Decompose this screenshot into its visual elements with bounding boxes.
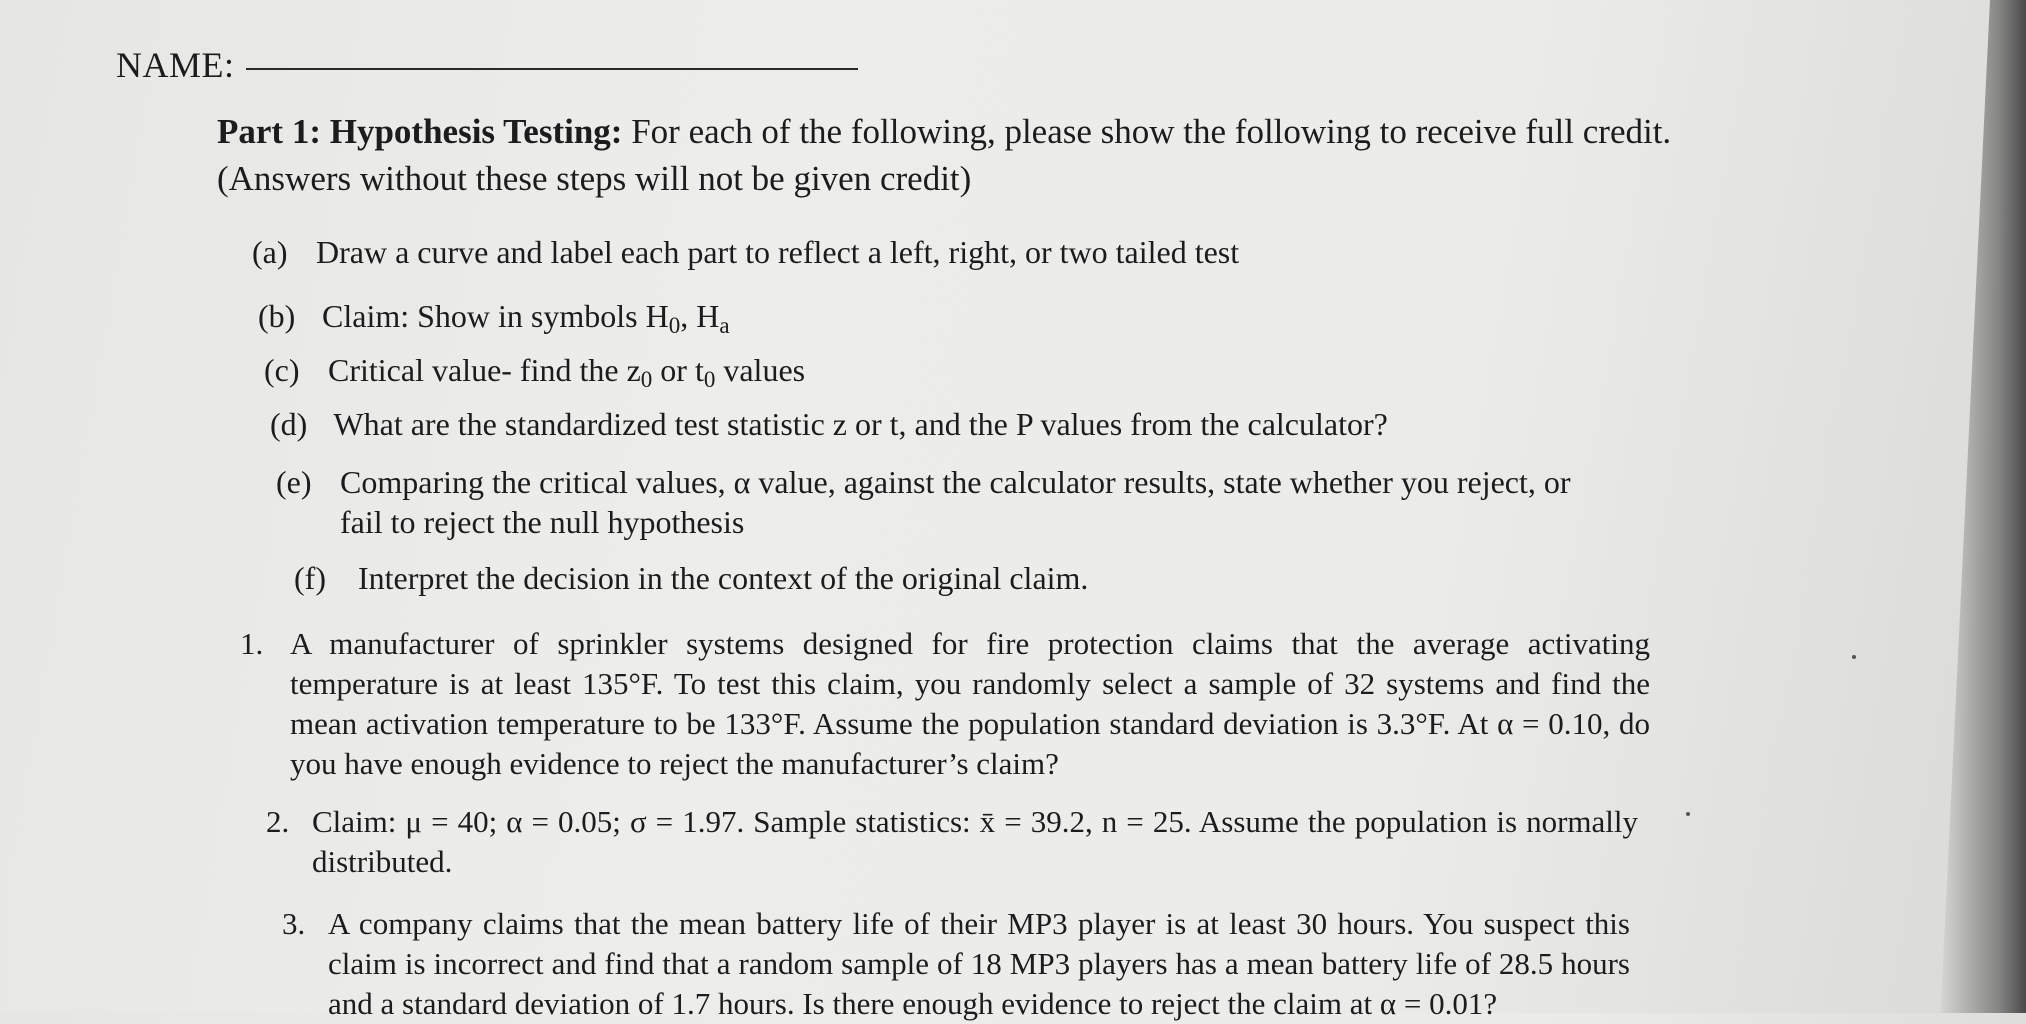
problem-text: A manufacturer of sprinkler systems designed for fire protection claims that the average activating temperature is at least 135°F. To test this claim, you randomly select a sample of 32 systems and find the mean activation temperature to be 133°F. Assume the population standard deviation is 3.3°F. At α = 0.10, do you have enough evidence to reject the manufacturer’s claim? xyxy=(290,626,1650,781)
problem-text: A company claims that the mean battery life of their MP3 player is at least 30 hours. You suspect this claim is incorrect and find that a random sample of 18 MP3 players has a mean battery life of 28.5 hours and a standard deviation of 1.7 hours. Is there enough evidence to reject the claim at α = 0.01? xyxy=(328,906,1630,1021)
step-text: fail to reject the null hypothesis xyxy=(340,504,745,540)
step-c xyxy=(264,350,805,399)
problem-number: 1. xyxy=(240,626,264,661)
step-text: Comparing the critical values, α value, against the calculator results, state whether you reject, or xyxy=(340,464,1571,500)
name-blank-line xyxy=(246,68,858,70)
part-instructions xyxy=(217,108,1717,202)
step-text: Draw a curve and label each part to reflect a left, right, or two tailed test xyxy=(316,234,1240,270)
problem-1 xyxy=(240,624,1650,784)
step-text: values xyxy=(715,352,806,388)
step-f xyxy=(294,558,1088,598)
paper-speck xyxy=(1686,812,1690,816)
step-label: (f) xyxy=(294,560,326,596)
step-e xyxy=(276,462,1571,542)
problem-text: Claim: μ = 40; α = 0.05; σ = 1.97. Sample statistics: x̄ = 39.2, n = 25. Assume the population is normally distributed. xyxy=(312,804,1638,879)
paper-speck xyxy=(1852,655,1856,659)
subscript: 0 xyxy=(640,365,653,392)
step-text: or t xyxy=(652,352,704,388)
problem-number: 2. xyxy=(266,804,290,839)
part-title: Part 1: Hypothesis Testing: xyxy=(217,112,623,151)
problem-number: 3. xyxy=(282,906,306,941)
step-text: Interpret the decision in the context of the original claim. xyxy=(358,560,1089,596)
step-text: , H xyxy=(680,298,720,334)
step-text: Claim: Show in symbols H xyxy=(322,298,669,334)
name-label: NAME: xyxy=(116,45,235,85)
subscript: 0 xyxy=(703,365,716,392)
step-d xyxy=(270,404,1388,444)
step-b xyxy=(258,296,730,345)
step-label: (e) xyxy=(276,464,312,500)
problem-3 xyxy=(282,904,1630,1024)
page-shadow-edge xyxy=(1936,0,2026,1013)
subscript: 0 xyxy=(668,311,681,338)
step-label: (b) xyxy=(258,298,296,334)
part-instructions-text: For each of the following, please show the following to receive full credit. (Answers without these steps will not be given credit) xyxy=(217,112,1672,198)
subscript: a xyxy=(719,311,730,338)
step-label: (a) xyxy=(252,234,288,270)
step-label: (d) xyxy=(270,406,308,442)
step-text: What are the standardized test statistic z or t, and the P values from the calculator? xyxy=(333,406,1388,442)
problem-2 xyxy=(266,802,1638,882)
step-text: Critical value- find the z xyxy=(328,352,641,388)
step-label: (c) xyxy=(264,352,300,388)
step-a xyxy=(252,232,1239,272)
